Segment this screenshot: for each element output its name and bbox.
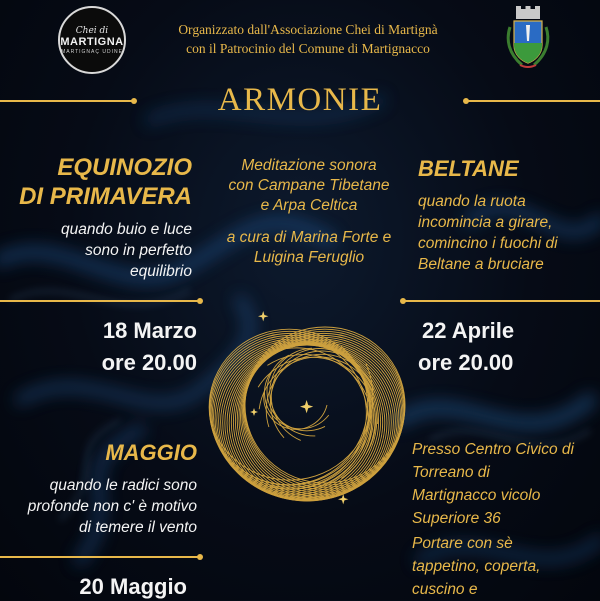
top-left-rule: [0, 100, 134, 102]
maggio-description: quando le radici sono profonde non c' è motivo di temere il vento: [27, 477, 197, 536]
logo-line-2: MARTIGNA: [60, 35, 124, 48]
curated-by: a cura di Marina Forte e Luigina Feruglio: [226, 229, 392, 266]
logo-line-3: MARTIGNAÇ UDINE: [61, 48, 123, 55]
beltane-description: quando la ruota incomincia a girare, comincino i fuochi di Beltane a bruciare: [418, 193, 558, 273]
bottom-left-rule-dot: [197, 554, 203, 560]
event-series-title: ARMONIE: [217, 82, 383, 118]
equinox-title: EQUINOZIO DI PRIMAVERA: [19, 154, 192, 210]
bring-items-info: Portare con sè tappetino, coperta, cuscino e: [412, 535, 541, 598]
beltane-title: BELTANE: [418, 156, 519, 181]
equinox-description: quando buio e luce sono in perfetto equilibrio: [60, 221, 192, 280]
bottom-left-rule: [0, 556, 200, 558]
mid-left-rule: [0, 300, 200, 302]
mid-right-rule: [403, 300, 600, 302]
golden-spiral-mandala-icon: [202, 303, 412, 508]
equinox-time: ore 20.00: [101, 350, 197, 375]
beltane-time: ore 20.00: [418, 350, 514, 375]
maggio-date: 20 Maggio: [79, 574, 187, 599]
organizer-line-1: Organizzato dall'Associazione Chei di Martignà: [178, 22, 438, 37]
mandala-swirl: [267, 354, 371, 478]
top-right-rule-dot: [463, 98, 469, 104]
equinox-date: 18 Marzo: [102, 318, 197, 343]
beltane-date: 22 Aprile: [422, 318, 515, 343]
municipal-crest-icon: [502, 5, 554, 71]
venue-info: Presso Centro Civico di Torreano di Martignacco vicolo Superiore 36: [412, 441, 574, 527]
organizer-line-2: con il Patrocinio del Comune di Martignacco: [186, 41, 430, 56]
mandala-swirl: [267, 355, 325, 431]
association-logo: [58, 6, 126, 74]
meditation-description: Meditazione sonora con Campane Tibetane e Arpa Celtica: [228, 157, 390, 214]
maggio-title: MAGGIO: [105, 440, 197, 465]
top-left-rule-dot: [131, 98, 137, 104]
logo-line-1: Chei di: [75, 25, 109, 36]
top-right-rule: [466, 100, 600, 102]
